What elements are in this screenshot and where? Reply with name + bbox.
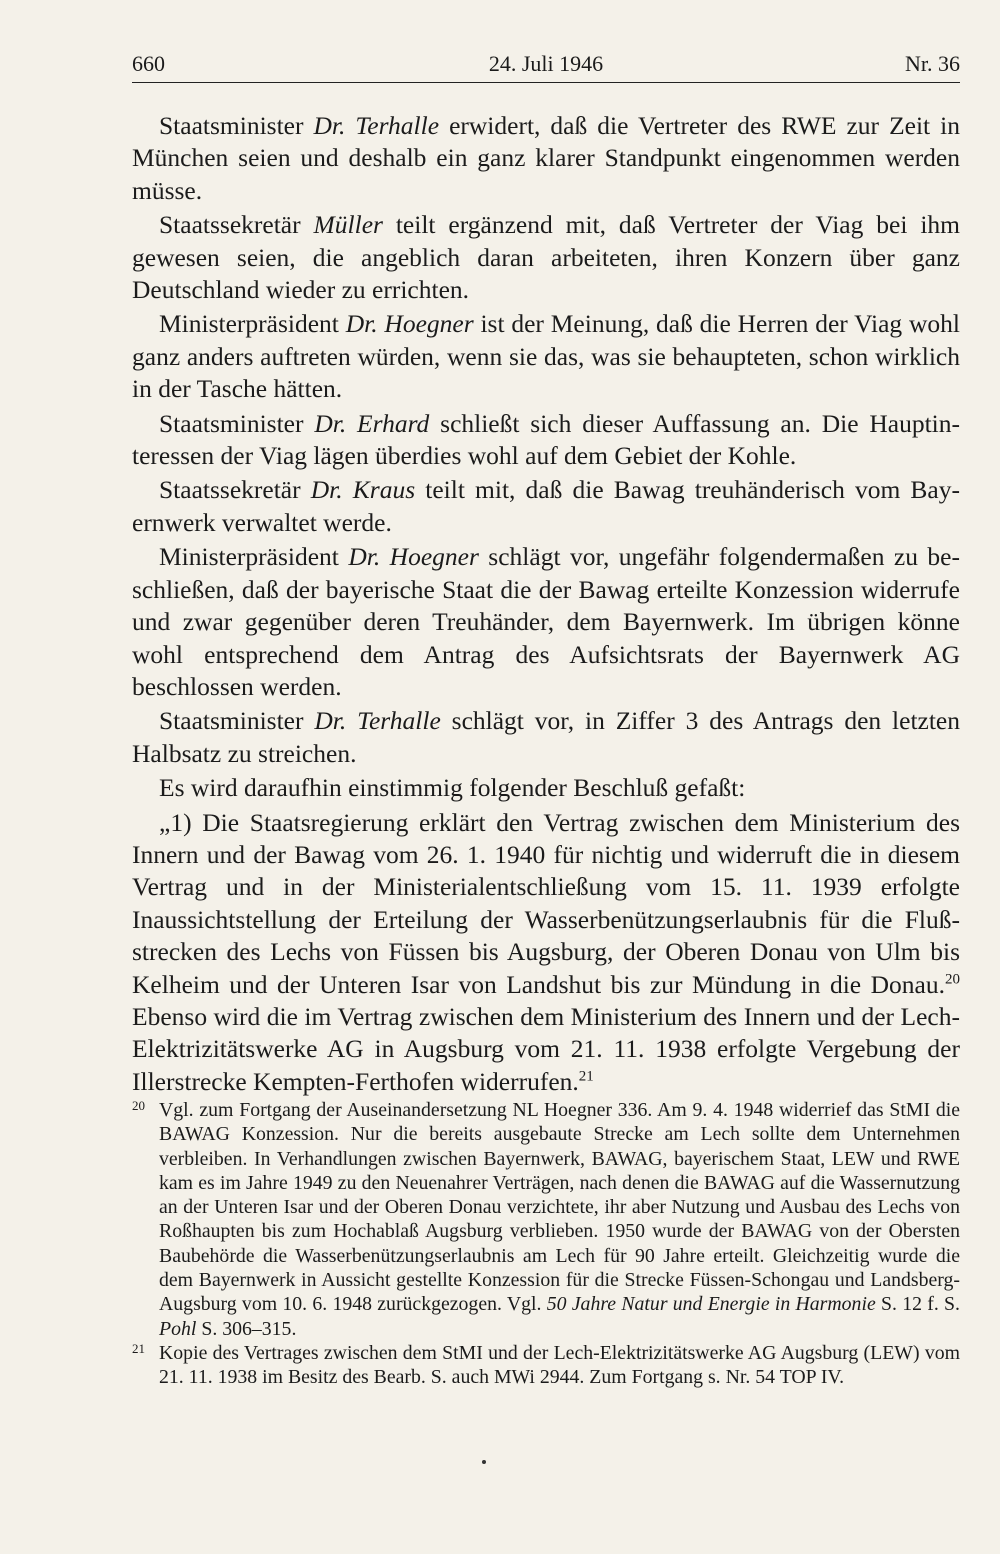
page-number: 660: [132, 51, 165, 76]
footnote: 20 Vgl. zum Fortgang der Auseinandersetzung NL Hoegner 336. Am 9. 4. 1948 widerrief das StMI die BAWAG Konzession. Nur die bereits ausgebaute Strecke am Lech sollte dem Unternehmen verbleiben. In Verhandlungen zwischen Bayernwerk, BAWAG, bayerischem Staat, LEW und RWE kam es im Jahre 1949 zu den Neuenahrer Verträgen, nach denen die BAWAG auf die Wassernutzung an der Unteren Isar und der Oberen Donau verzichtete, ihr aber Nutzung und Ausbau des Lechs von Roßhaupten bis zum Hochablaß Augsburg verblieben. 1950 wurde der BAWAG von der Obersten Baubehörde die Wasserbenützungserlaubnis am Lech für 90 Jahre erteilt. Gleichzeitig wurde die dem Bayernwerk in Aussicht gestellte Konzession für die Strecke Füssen-Schongau und Landsberg-Augsburg vom 10. 6. 1948 zurückgezogen. Vgl. 50 Jahre Natur und Energie in Harmonie S. 12 f. S. Pohl S. 306–315.: [132, 1098, 960, 1340]
footnotes: [132, 1098, 960, 1390]
paragraph: Staatssekretär Dr. Kraus teilt mit, daß die Bawag treuhänderisch vom Bayernwerk verwaltet werde.: [132, 475, 961, 537]
header-rule: [132, 82, 960, 83]
speaker-name: Dr. Hoegner: [345, 309, 474, 339]
author-name: Pohl: [159, 1317, 197, 1340]
body-text: [132, 110, 960, 1100]
speaker-name: Müller: [313, 210, 383, 240]
paragraph: Ministerpräsident Dr. Hoegner ist der Meinung, daß die Herren der Viag wohl ganz anders auftreten würden, wenn sie das, was sie behaupteten, schon wirklich in der Tasche hätten.: [132, 309, 960, 404]
speaker-name: Dr. Hoegner: [348, 542, 479, 572]
paragraph: Ministerpräsident Dr. Hoegner schlägt vor, ungefähr folgendermaßen zu beschließen, daß der bayerische Staat die der Bawag erteilte Konzession widerrufe und zwar gegenüber deren Treuhänder, dem Bayernwerk. Im übrigen könne wohl entsprechend dem Antrag des Aufsichtsrats der Bayernwerk AG beschlossen werden.: [132, 542, 960, 701]
paragraph: Staatsminister Dr. Terhalle erwidert, daß die Vertreter des RWE zur Zeit in München seien und deshalb ein ganz klarer Standpunkt eingenommen werden müsse.: [132, 111, 961, 205]
speaker-name: Dr. Terhalle: [314, 706, 441, 736]
resolution-text: „1) Die Staatsregierung erklärt den Vertrag zwischen dem Ministerium des Innern und der Bawag vom 26. 1. 1940 für nichtig und widerruft die in diesem Vertrag und in der Ministerialentschließung vom 15. 11. 1939 erfolgte Inaussichtstellung der Erteilung der Wasserbenützungserlaubnis für die Flußstrecken des Lechs von Füssen bis Augsburg, der Oberen Donau von Ulm bis Kelheim und der Unteren Isar von Landshut bis zur Mündung in die Donau.$^{20}$ Ebenso wird die im Vertrag zwischen dem Ministerium des Innern und der Lech-Elektrizitätswerke AG in Augsburg vom 21. 11. 1938 erfolgte Vergebung der Illerstrecke Kempten-Ferthofen widerrufen.$^{21}$: [132, 807, 960, 1096]
paragraph: Es wird daraufhin einstimmig folgender Beschluß gefaßt:: [159, 773, 746, 803]
footnote: 21 Kopie des Vertrages zwischen dem StMI und der Lech-Elektrizitätswerke AG Augsburg (LEW) vom 21. 11. 1938 im Besitz des Bearb. S. auch MWi 2944. Zum Fortgang s. Nr. 54 TOP IV.: [132, 1340, 960, 1389]
footnote-ref[interactable]: 20: [945, 971, 960, 988]
footnote-number: 21: [132, 1340, 145, 1356]
paragraph: Staatsminister Dr. Erhard schließt sich dieser Auffassung an. Die Hauptinteressen der Viag lägen überdies wohl auf dem Gebiet der Kohle.: [132, 408, 961, 471]
speaker-name: Dr. Erhard: [314, 408, 430, 438]
footnote-ref[interactable]: 21: [578, 1068, 594, 1085]
header-date: 24. Juli 1946: [488, 51, 604, 76]
footnote-number: 20: [132, 1098, 145, 1113]
document-number: Nr. 36: [905, 51, 960, 76]
speaker-name: Dr. Terhalle: [313, 111, 440, 140]
paragraph: Staatssekretär Müller teilt ergänzend mit, daß Vertreter der Viag bei ihm gewesen seien, die angeblich daran arbeiteten, ihren Konzern über ganz Deutschland wieder zu errichten.: [132, 210, 961, 305]
print-speck: [482, 1460, 486, 1464]
speaker-name: Dr. Kraus: [310, 475, 416, 505]
running-header: [132, 48, 960, 80]
book-title: 50 Jahre Natur und Energie in Harmonie: [546, 1293, 876, 1316]
paragraph: Staatsminister Dr. Terhalle schlägt vor, in Ziffer 3 des Antrags den letzten Halbsatz zu streichen.: [132, 706, 961, 768]
